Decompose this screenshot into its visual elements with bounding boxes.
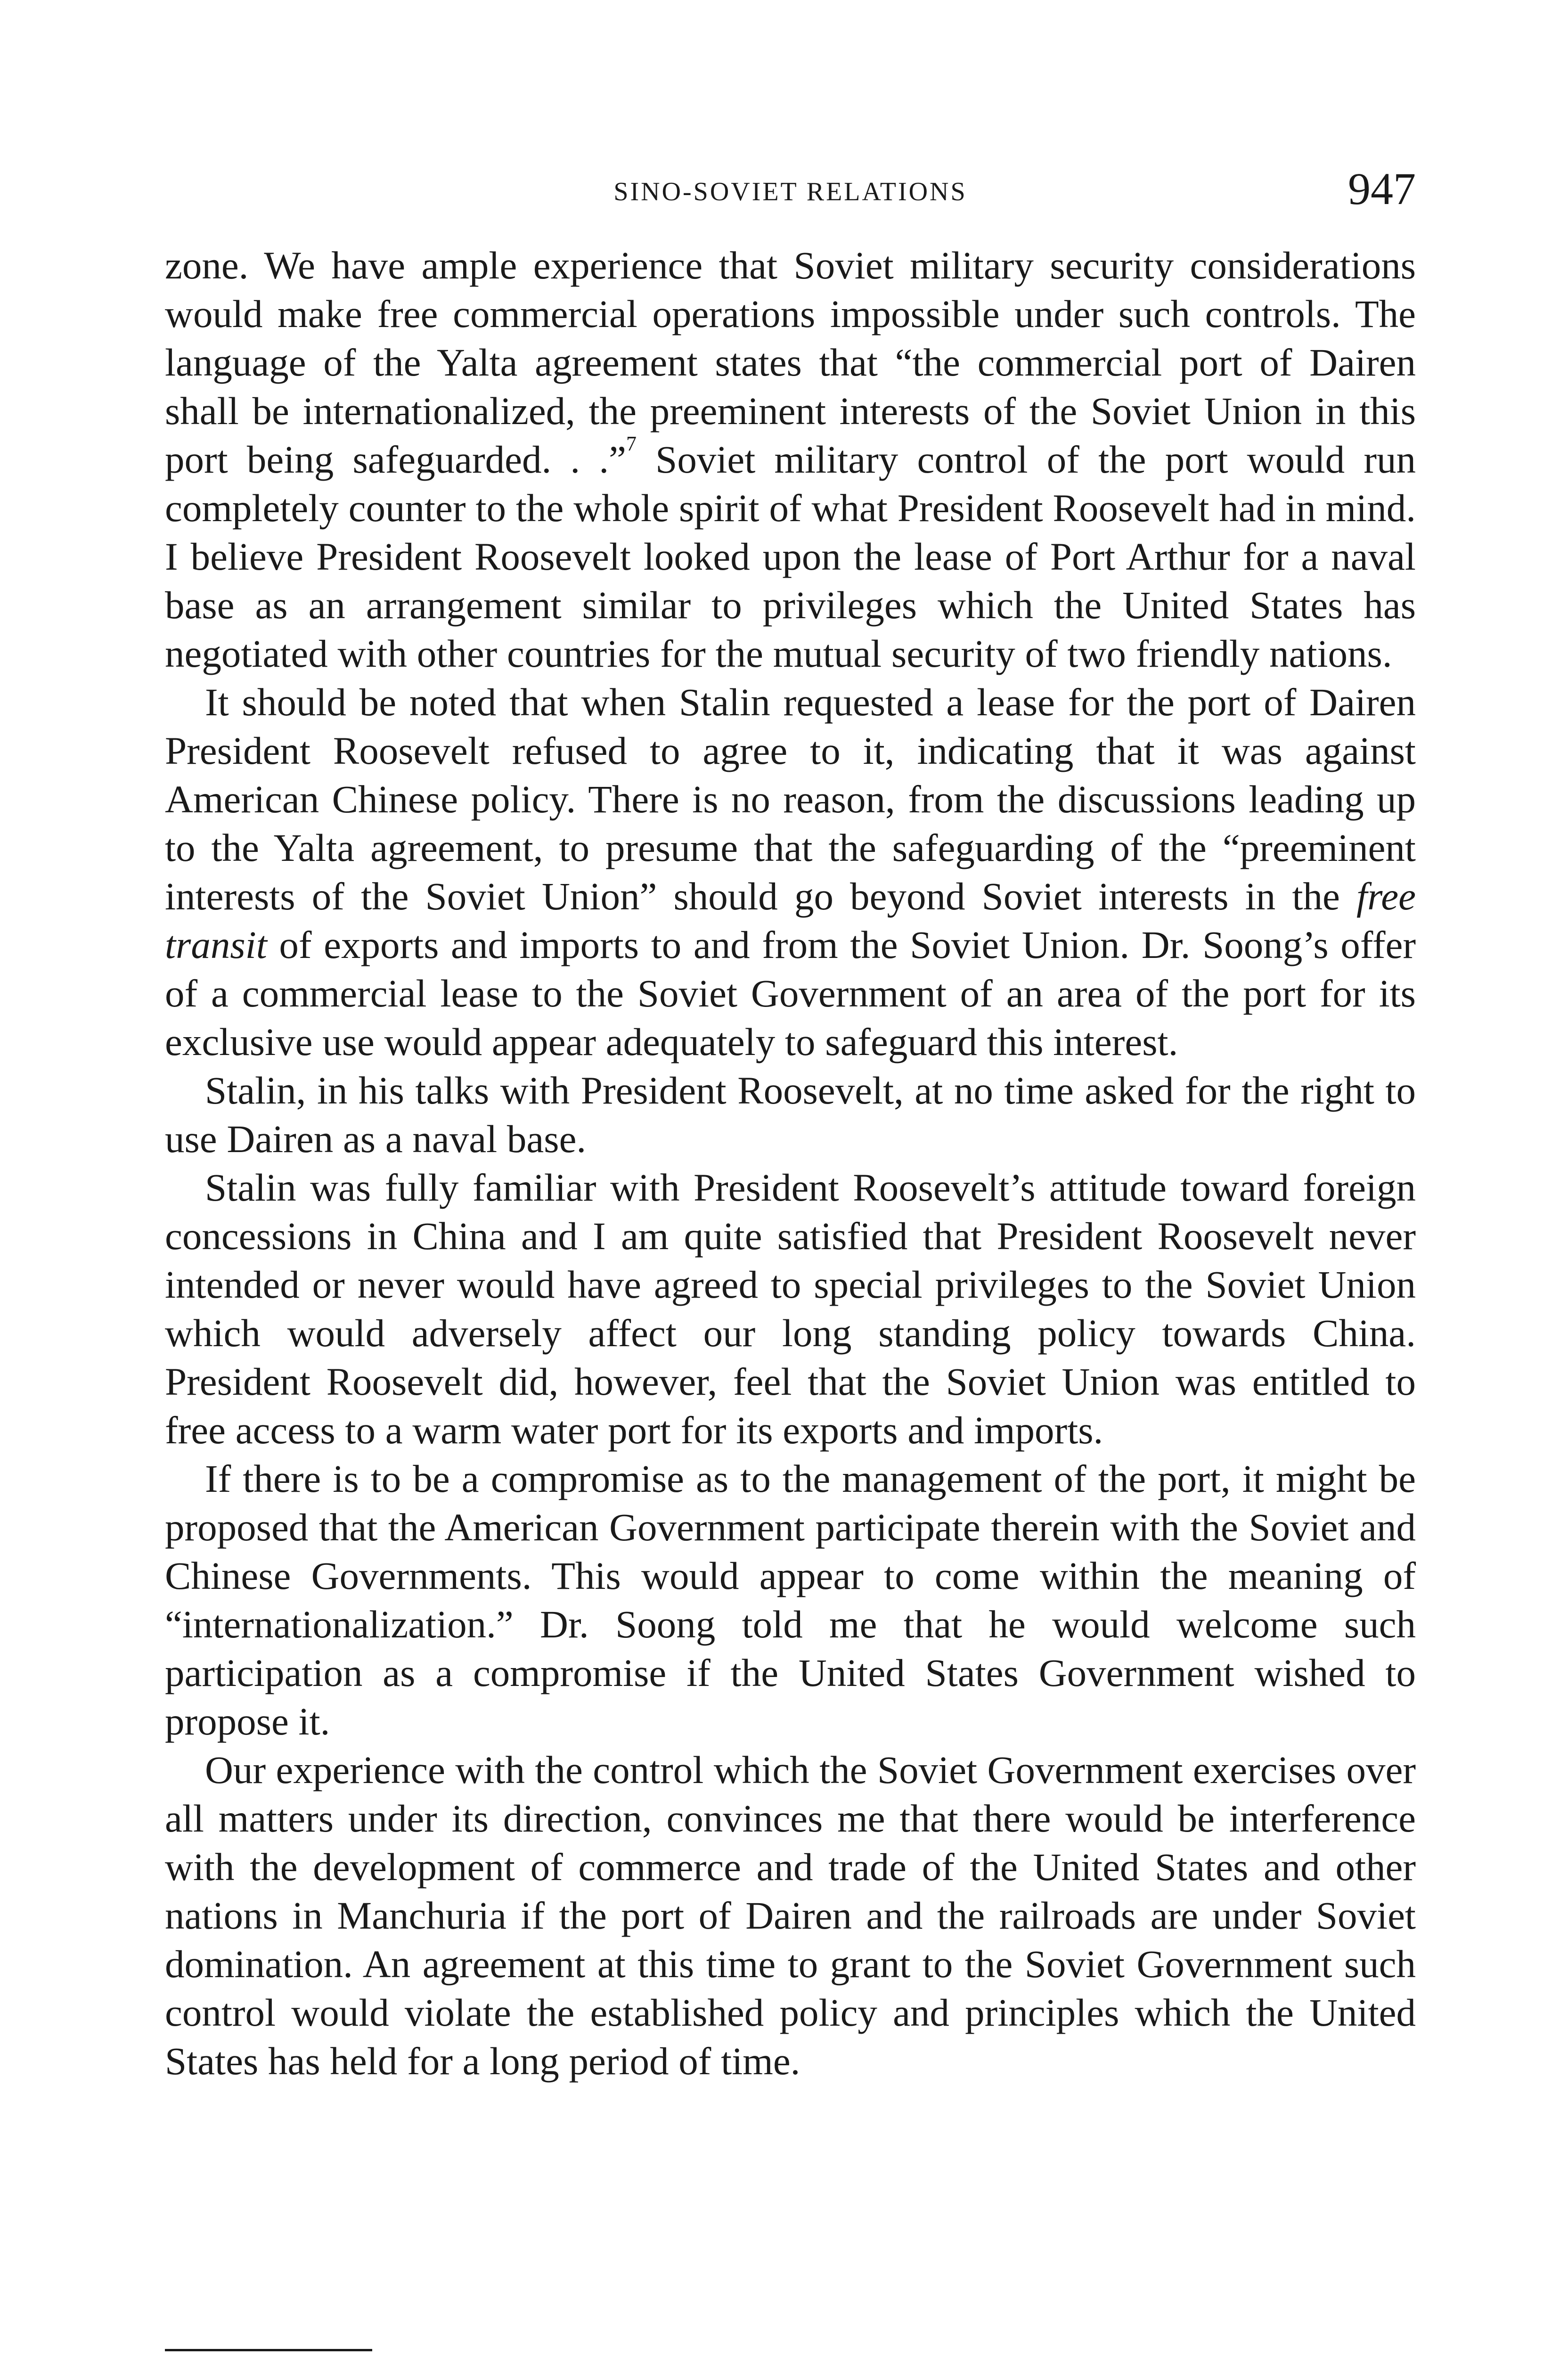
paragraph-2-text-b: of exports and imports to and from the Soviet Union. Dr. Soong’s offer of a commercial lease to the Soviet Government of an area of the port for its exclusive use would appear adequately to safeguard this interest. bbox=[165, 923, 1416, 1063]
running-head bbox=[165, 163, 1416, 229]
paragraph-1-text-b: Soviet military control of the port would run completely counter to the whole spirit of what President Roosevelt had in mind. I believe President Roosevelt looked upon the lease of Port Arthur for a naval base as an arrangement similar to privileges which the United States has negotiated with other countries for the mutual security of two friendly nations. bbox=[165, 438, 1416, 675]
paragraph-1-text-a: zone. We have ample experience that Soviet military security considerations would make free commercial operations impossible under such controls. The language of the Yalta agreement states that “the commercial port of Dairen shall be internationalized, the preeminent interests of the Soviet Union in this port being safeguarded. . .” bbox=[165, 244, 1416, 481]
paragraph-6: Our experience with the control which the Soviet Government exercises over all matters under its direction, convinces me that there would be interference with the development of commerce and trade of the United States and other nations in Manchuria if the port of Dairen and the railroads are under Soviet domination. An agreement at this time to grant to the Soviet Government such control would violate the established policy and principles which the United States has held for a long period of time. bbox=[165, 1748, 1416, 2083]
paragraph-2-text-a: It should be noted that when Stalin requested a lease for the port of Dairen President Roosevelt refused to agree to it, indicating that it was against American Chinese policy. There is no reason, from the discussions leading up to the Yalta agreement, to presume that the safeguarding of the “preeminent interests of the Soviet Union” should go beyond Soviet interests in the bbox=[165, 680, 1416, 918]
paragraph-3: Stalin, in his talks with President Roosevelt, at no time asked for the right to use Dairen as a naval base. bbox=[165, 1069, 1416, 1161]
paragraph-2 bbox=[165, 678, 1416, 1066]
page-number: 947 bbox=[1348, 164, 1416, 214]
paragraph-2-emphasis: free transit bbox=[165, 875, 1416, 966]
footnote-rule bbox=[165, 2349, 372, 2351]
body-text bbox=[165, 241, 1416, 2086]
paragraph-5: If there is to be a compromise as to the management of the port, it might be proposed that the American Government participate therein with the Soviet and Chinese Governments. This would appear to come within the meaning of “internationalization.” Dr. Soong told me that he would welcome such participation as a compromise if the United States Government wished to propose it. bbox=[165, 1457, 1416, 1743]
paragraph-4: Stalin was fully familiar with President Roosevelt’s attitude toward foreign concessions in China and I am quite satisfied that President Roosevelt never intended or never would have agreed to special privileges to the Soviet Union which would adversely affect our long standing policy towards China. President Roosevelt did, however, feel that the Soviet Union was entitled to free access to a warm water port for its exports and imports. bbox=[165, 1166, 1416, 1452]
running-title: SINO-SOVIET RELATIONS bbox=[613, 177, 967, 206]
paragraph-1 bbox=[165, 241, 1416, 678]
footnote-reference: 7 bbox=[626, 432, 637, 455]
